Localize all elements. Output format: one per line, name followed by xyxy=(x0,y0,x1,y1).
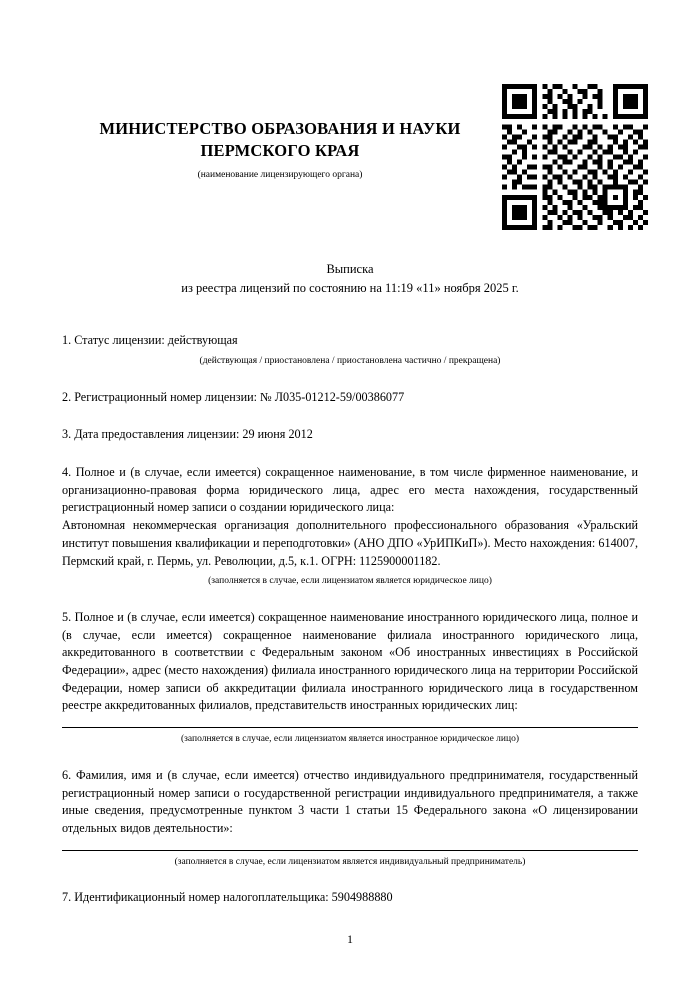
section-2-text: 2. Регистрационный номер лицензии: № Л035-01212-59/00386077 xyxy=(62,389,405,404)
section-6-text: 6. Фамилия, имя и (в случае, если имеется) отчество индивидуального предпринимателя, государственный регистрационный номер записи о государственной регистрации индивидуального предпринимателя, а также иные сведения, предусмотренные пунктом 3 части 1 статьи 15 Федерального закона «О лицензировании отдельных видов деятельности»: xyxy=(62,767,638,835)
ministry-title-line2: ПЕРМСКОГО КРАЯ xyxy=(200,140,360,160)
section-4 xyxy=(62,464,638,589)
section-6-note: (заполняется в случае, если лицензиатом является индивидуальный предприниматель) xyxy=(174,856,526,867)
section-7-text: 7. Идентификационный номер налогоплательщика: 5904988880 xyxy=(62,890,393,905)
page-number: 1 xyxy=(347,932,353,946)
section-3 xyxy=(62,426,638,444)
section-2 xyxy=(62,389,638,407)
section-1-text: 1. Статус лицензии: действующая xyxy=(62,333,238,348)
section-5-text: 5. Полное и (в случае, если имеется) сокращенное наименование иностранного юридического лица, полное и (в случае, если имеется) сокращенное наименование филиала иностранного юридического лица, аккредитованного в соответствии с Федеральным законом «Об иностранных инвестициях в Российской Федерации», адрес (место нахождения) филиала иностранного юридического лица на территории Российской Федерации, номер записи об аккредитации филиала иностранного юридического лица в государственном реестре аккредитованных филиалов, представительств иностранных юридических лиц: xyxy=(62,610,638,713)
section-7 xyxy=(62,889,638,907)
section-5 xyxy=(62,609,638,747)
section-4-value: Автономная некоммерческая организация дополнительного профессионального образования «Уральский институт повышения квалификации и переподготовки» (АНО ДПО «УрИПКиП»). Место нахождения: 614007, Пермский край, г. Пермь, ул. Революции, д.5, к.1. ОГРН: 1125900001182. xyxy=(62,518,638,568)
document-title xyxy=(62,260,638,299)
ministry-subtitle: (наименование лицензирующего органа) xyxy=(197,169,363,180)
section-1 xyxy=(62,332,638,368)
section-3-text: 3. Дата предоставления лицензии: 29 июня 2012 xyxy=(62,427,313,442)
section-4-text: 4. Полное и (в случае, если имеется) сокращенное наименование, в том числе фирменное наименование, и организационно-правовая форма юридического лица, адрес его места нахождения, государственный регистрационный номер записи о создании юридического лица: xyxy=(62,465,638,515)
ministry-title-line1: МИНИСТЕРСТВО ОБРАЗОВАНИЯ И НАУКИ xyxy=(99,119,461,138)
section-1-note: (действующая / приостановлена / приостановлена частично / прекращена) xyxy=(199,355,501,366)
section-6-fill-line xyxy=(62,850,638,851)
document-title-line1: Выписка xyxy=(326,261,374,276)
section-5-fill-line xyxy=(62,727,638,728)
document-title-line2: из реестра лицензий по состоянию на 11:19 «11» ноября 2025 г. xyxy=(181,280,519,295)
section-5-note: (заполняется в случае, если лицензиатом является иностранное юридическое лицо) xyxy=(181,734,519,745)
qr-code-icon xyxy=(502,84,648,230)
section-6 xyxy=(62,767,638,870)
section-4-note: (заполняется в случае, если лицензиатом является юридическое лицо) xyxy=(208,576,492,587)
